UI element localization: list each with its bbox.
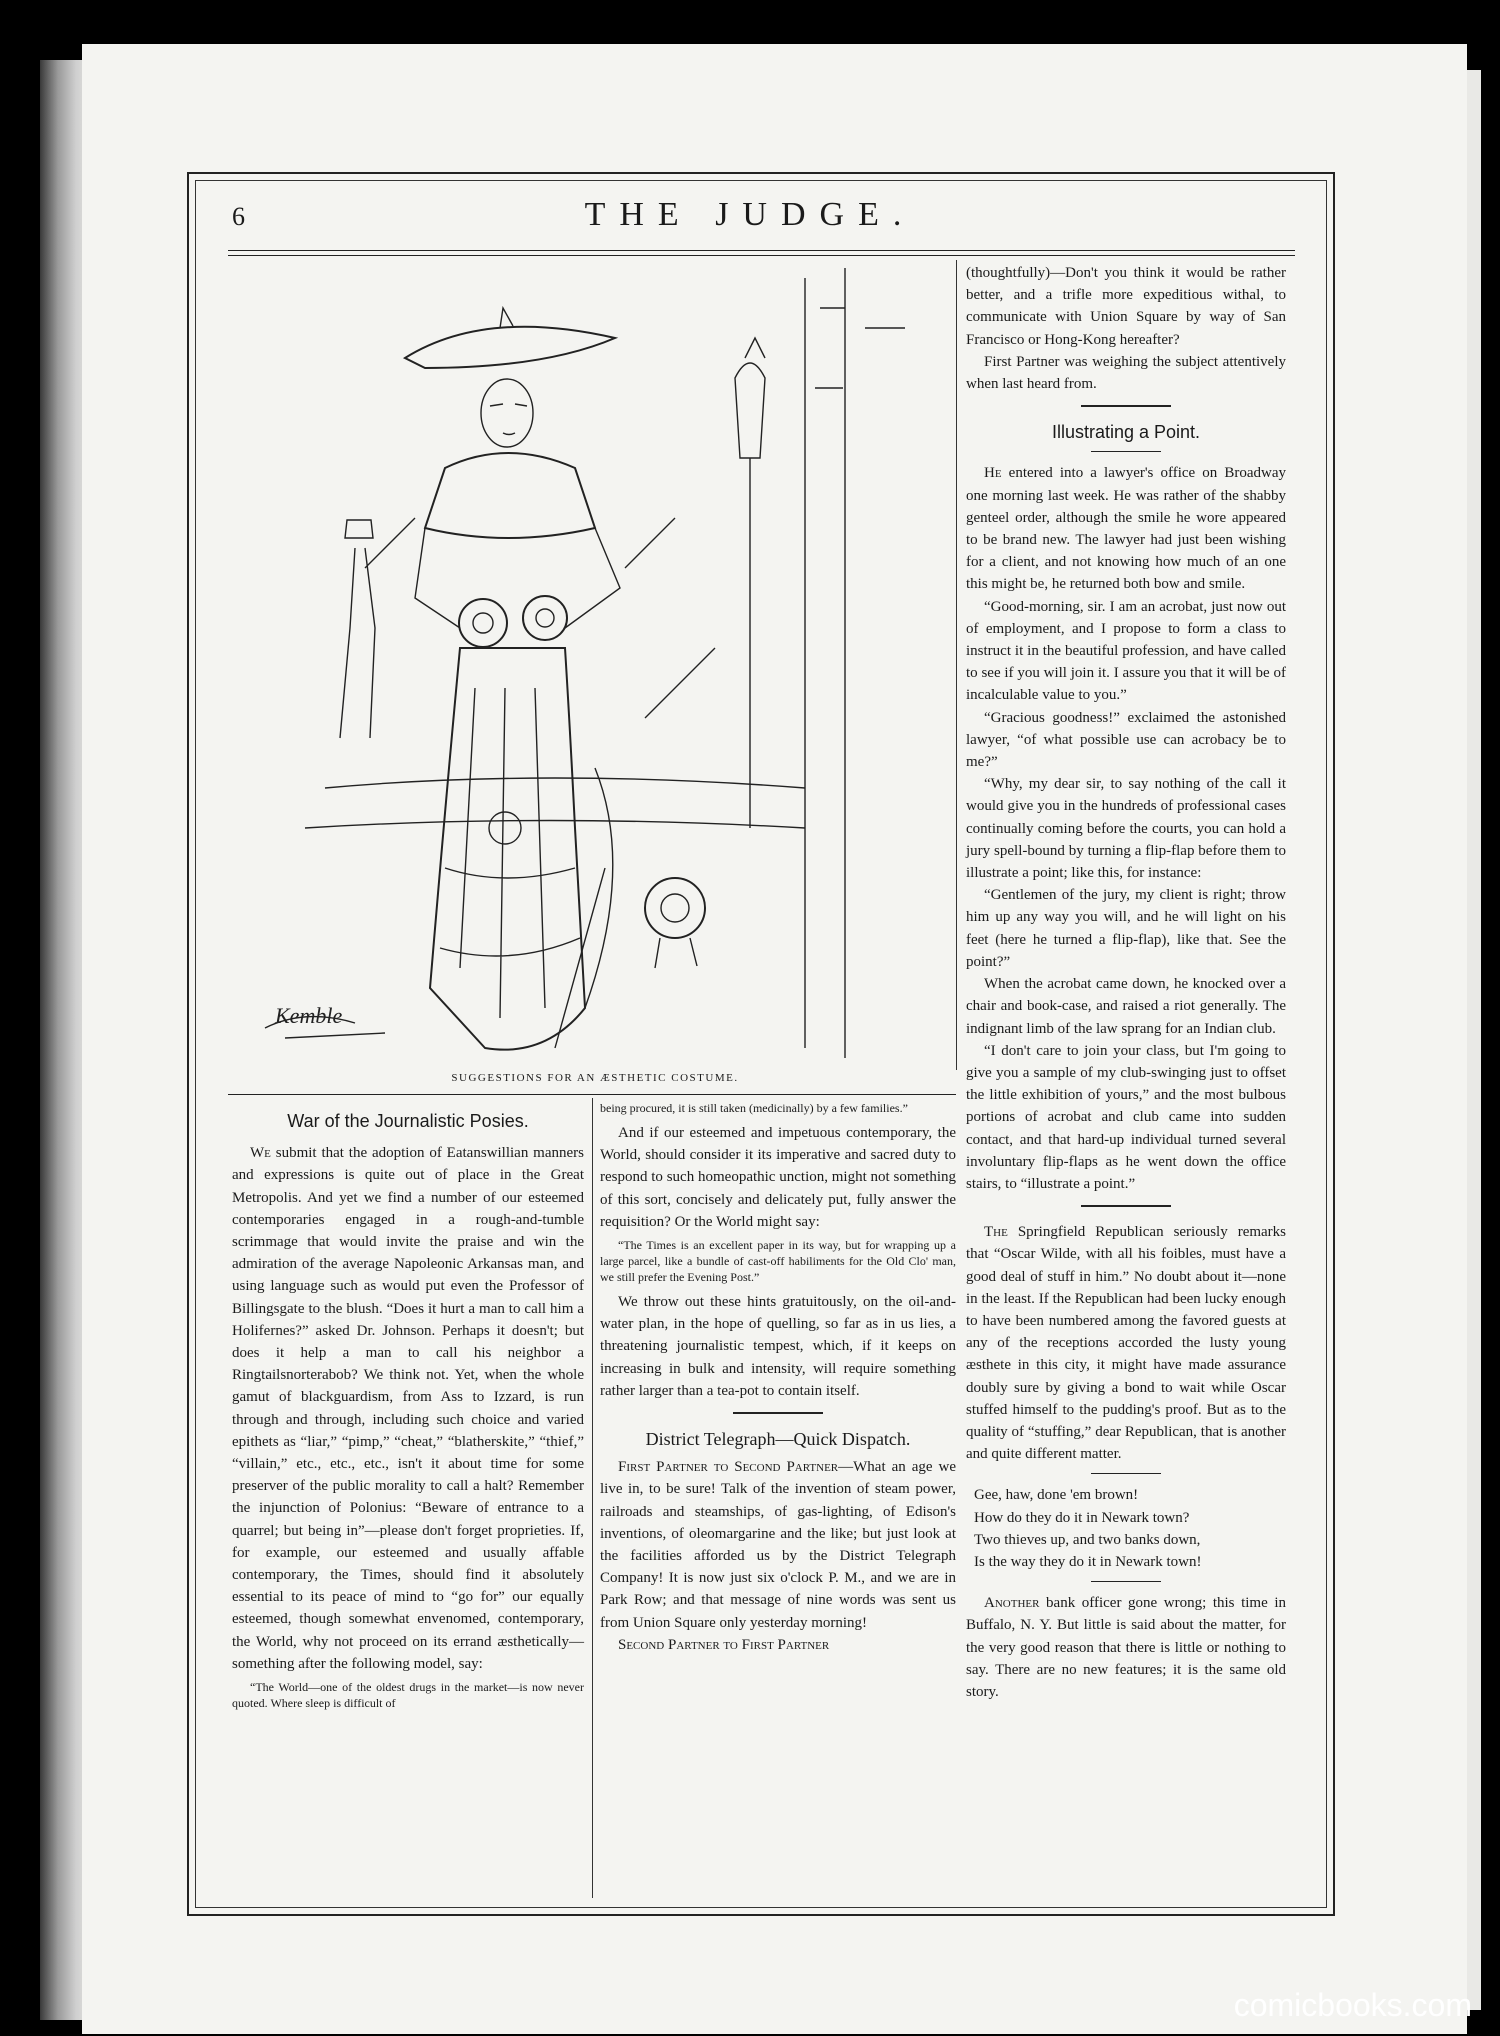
poem-line: Gee, haw, done 'em brown! [974,1487,1139,1504]
separator [1091,451,1161,452]
separator [1091,1473,1161,1474]
watermark: comicbooks.com [1233,1987,1472,2023]
column-divider [592,1098,593,1898]
article-paragraph: entered into a lawyer's office on Broadway one morning last week. He was rather of the shabby genteel order, although the smile he wore appeared to be brand new. The lawyer had just been wishing for a client, and not knowing how much of an one this might be, he returned both bow and smile. [966,465,1286,593]
article-heading: Illustrating a Point. [1051,422,1201,443]
article-paragraph: “Why, my dear sir, to say nothing of the call it would give you in the hundreds of professional cases continually coming before the courts, you can hold a jury spell-bound by turning a flip-flap before them to illustrate a point; like this, for instance: [966,776,1286,882]
article-paragraph: “Gentlemen of the jury, my client is right; throw him up any way you will, and he will light on his feet (here he turned a flip-flap), like that. See the point?” [966,887,1286,970]
poem-line: Is the way they do it in Newark town! [974,1553,1202,1570]
next-page-edge [1467,0,1500,2036]
article-paragraph: “Gracious goodness!” exclaimed the astonished lawyer, “of what possible use can acrobacy be to me?” [966,709,1286,771]
masthead-title: THE JUDGE. [584,196,916,233]
column-1: War of the Journalistic Posies. We submit that the adoption of Eatanswillian manners and expressions is quite out of place in the Great Metropolis. And yet we find a number of our esteemed contemporaries engaged in a rough-and-tumble scrimmage that would invite the praise and win the admiration of the average Napoleonic Arkansas man, and using language such as would put even the Professor of Billingsgate to the blush. “Does it hurt a man to call him a Holifernes?” asked Dr. Johnson. Perhaps it doesn't; but does it help a man to call his neighbor a Ringtailsnorterabob? We think not. Yet, when the whole gamut of blackguardism, from Ass to Izzard, is run through and through, including such choice and varied epithets as “liar,” “pimp,” “cheat,” “blatherskite,” “thief,” “villain,” etc., etc., etc., isn't it about time for some preserver of the public morality to call a halt? Remember the injunction of Polonius: “Beware of entrance to a quarrel; but being in”—please don't forget proprieties. If, for example, our esteemed and usually affable contemporary, the Times, should find it absolutely essential to its peace of mind to “go for” our equally esteemed, though somewhat envenomed, contemporary, the World, why not proceed on its errand æsthetically—something after the following model, say: “The World—one of the oldest drugs in the market—is now never quoted. Where sleep is difficult of [232,1111,584,1711]
separator [1081,405,1171,407]
separator [1081,1205,1171,1207]
poem-line: Two thieves up, and two banks down, [974,1531,1201,1548]
page-number: 6 [232,202,245,231]
article-quote: being procured, it is still taken (medicinally) by a few families.” [600,1101,908,1115]
article-paragraph: submit that the adoption of Eatanswillian manners and expressions is quite out of place in the Great Metropolis. And yet we find a number of our esteemed contemporaries engaged in a rough-and-tumble scrimmage that would invite the praise and win the admiration of the average Napoleonic Arkansas man, and using language such as would put even the Professor of Billingsgate to the blush. “Does it hurt a man to call him a Holifernes?” asked Dr. Johnson. Perhaps it doesn't; but does it help a man to call his neighbor a Ringtailsnorterabob? We think not. Yet, when the whole gamut of blackguardism, from Ass to Izzard, is run through and through, including such choice and varied epithets as “liar,” “pimp,” “cheat,” “blatherskite,” “thief,” “villain,” etc., etc., etc., isn't it about time for some preserver of the public morality to call a halt? Remember the injunction of Polonius: “Beware of entrance to a quarrel; but being in”—please don't forget proprieties. If, for example, our esteemed and usually affable contemporary, the Times, should find it absolutely essential to its peace of mind to “go for” our equally esteemed, though somewhat envenomed, contemporary, the World, why not proceed on its errand æsthetically—something after the following model, say: [232,1145,584,1672]
article-paragraph: We throw out these hints gratuitously, on the oil-and-water plan, in the hope of quelling, so far as in us lies, a threatening journalistic tempest, which, if it keeps on increasing in bulk and intensity, will require something rather larger than a tea-pot to contain itself. [600,1294,956,1399]
article-paragraph: “Good-morning, sir. I am an acrobat, just now out of employment, and I propose to form a class to instruct it in the beautiful profession, and have called to see if you will join it. I assure you that it will be of incalculable value to you.” [966,598,1286,704]
separator [1091,1581,1161,1582]
poem-line: How do they do it in Newark town? [974,1509,1190,1526]
illustration-caption: SUGGESTIONS FOR AN ÆSTHETIC COSTUME. [451,1072,739,1084]
caption-rule [228,1094,956,1095]
article-paragraph: (thoughtfully)—Don't you think it would be rather better, and a trifle more expeditious withal, to communicate with Union Square by way of San Francisco or Hong-Kong hereafter? [966,265,1286,348]
article-paragraph: “I don't care to join your class, but I'm going to give you a sample of my club-swinging just to offset the little exhibition of yours,” and the most bulbous portions of acrobat and club came into sudden contact, and that hard-up individual turned several involuntary flip-flaps as he went down the office stairs, to “illustrate a point.” [966,1042,1286,1192]
article-quote: “The Times is an excellent paper in its way, but for wrapping up a large parcel, like a bundle of cast-off habiliments for the Old Clo' man, we still prefer the Evening Post.” [600,1238,956,1285]
article-paragraph: When the acrobat came down, he knocked over a chair and book-case, and raised a riot generally. The indignant limb of the law sprang for an Indian club. [966,976,1286,1037]
header-rule [228,250,1295,251]
article-paragraph: Springfield Republican seriously remarks that “Oscar Wilde, with all his foibles, must have a good deal of stuff in him.” No doubt about it—none in the least. If the Republican had been lucky enough to have been numbered among the favored guests at any of the receptions accorded the lusty young æsthete in this city, it might have made assurance doubly sure by giving a bond to wait while Oscar stuffed himself to the pudding's proof. But as to the quality of “stuffing,” dear Republican, that is another and quite different matter. [966,1224,1287,1463]
header-rule-2 [228,255,1295,256]
artist-signature: Kemble [275,1003,343,1028]
article-quote: “The World—one of the oldest drugs in the market—is now never quoted. Where sleep is difficult of [232,1680,584,1711]
column-3: (thoughtfully)—Don't you think it would be rather better, and a trifle more expeditious withal, to communicate with Union Square by way of San Francisco or Hong-Kong hereafter? First Partner was weighing the subject attentively when last heard from. Illustrating a Point. He entered into a lawyer's office on Broadway one morning last week. He was rather of the shabby genteel order, although the smile he wore appeared to be brand new. The lawyer had just been wishing for a client, and not knowing how much of an one this might be, he returned both bow and smile. “Good-morning, sir. I am an acrobat, just now out of employment, and I propose to form a class to instruct it in the beautiful profession, and have called to see if you will join it. I assure you that it will be of incalculable value to you.” “Gracious goodness!” exclaimed the astonished lawyer, “of what possible use can acrobacy be to me?” “Why, my dear sir, to say nothing of the call it would give you in the hundreds of professional cases continually coming before the courts, you can hold a jury spell-bound by turning a flip-flap before them to illustrate a point; like this, for instance: “Gentlemen of the jury, my client is right; throw him up any way you will, and he will light on his feet (here he turned a flip-flap), like that. See the point?” When the acrobat came down, he knocked over a chair and book-case, and raised a riot generally. The indignant limb of the law sprang for an Indian club. “I don't care to join your class, but I'm going to give you a sample of my club-swinging just to offset the little exhibition of yours,” and the most bulbous portions of acrobat and club came into sudden contact, and that hard-up individual turned several involuntary flip-flaps as he went down the office stairs, to “illustrate a point.” The Springfield Republican seriously remarks that “Oscar Wilde, with all his foibles, must have a good deal of stuff in him.” No doubt about it—none in the least. If the Republican had been lucky enough to have been numbered among the favored guests at any of the receptions accorded the lusty young æsthete in this city, it might have made assurance doubly sure by giving a bond to wait while Oscar stuffed himself to the pudding's proof. But as to the quality of “stuffing,” dear Republican, that is another and quite different matter. Gee, haw, done 'em brown! How do they do it in Newark town? Two thieves up, and two banks down, Is the way they do it in Newark town! Another bank officer gone wrong; this time in Buffalo, N. Y. But little is said about the matter, for the very good reason that there is little or nothing to say. There are no new features; it is the same old story. [966,262,1286,1703]
article-paragraph: —What an age we live in, to be sure! Talk of the invention of steam power, railroads and steamships, of gas-lighting, of Edison's inventions, of oleomargarine and the like; but just look at the facilities afforded us by the District Telegraph Company! It is now just six o'clock P. M., and we are in Park Row; and that message of nine words was sent us from Union Square only yesterday morning! [600,1459,956,1631]
article-paragraph: And if our esteemed and impetuous contemporary, the World, should consider it its imperative and sacred duty to respond to such homeopathic unction, might not something of this sort, concisely and delicately put, fully answer the requisition? Or the World might say: [600,1125,956,1230]
column-2: being procured, it is still taken (medicinally) by a few families.” And if our esteemed and impetuous contemporary, the World, should consider it its imperative and sacred duty to respond to such homeopathic unction, might not something of this sort, concisely and delicately put, fully answer the requisition? Or the World might say: “The Times is an excellent paper in its way, but for wrapping up a large parcel, like a bundle of cast-off habiliments for the Old Clo' man, we still prefer the Evening Post.” We throw out these hints gratuitously, on the oil-and-water plan, in the hope of quelling, so far as in us lies, a threatening journalistic tempest, which, if it keeps on increasing in bulk and intensity, will require something rather larger than a tea-pot to contain itself. District Telegraph—Quick Dispatch. First Partner to Second Partner—What an age we live in, to be sure! Talk of the invention of steam power, railroads and steamships, of gas-lighting, of Edison's inventions, of oleomargarine and the like; but just look at the facilities afforded us by the District Telegraph Company! It is now just six o'clock P. M., and we are in Park Row; and that message of nine words was sent us from Union Square only yesterday morning! Second Partner to First Partner [600,1101,956,1653]
article-paragraph: bank officer gone wrong; this time in Buffalo, N. Y. But little is said about the matter, for the very good reason that there is little or nothing to say. There are no new features; it is the same old story. [966,1595,1286,1700]
aesthetic-costume-illustration [245,268,945,1080]
separator [733,1412,823,1414]
column-divider [956,260,957,1070]
article-paragraph: First Partner was weighing the subject attentively when last heard from. [966,353,1286,393]
article-heading: District Telegraph—Quick Dispatch. [645,1429,911,1450]
article-heading: War of the Journalistic Posies. [287,1111,529,1131]
poem [966,1484,1286,1573]
